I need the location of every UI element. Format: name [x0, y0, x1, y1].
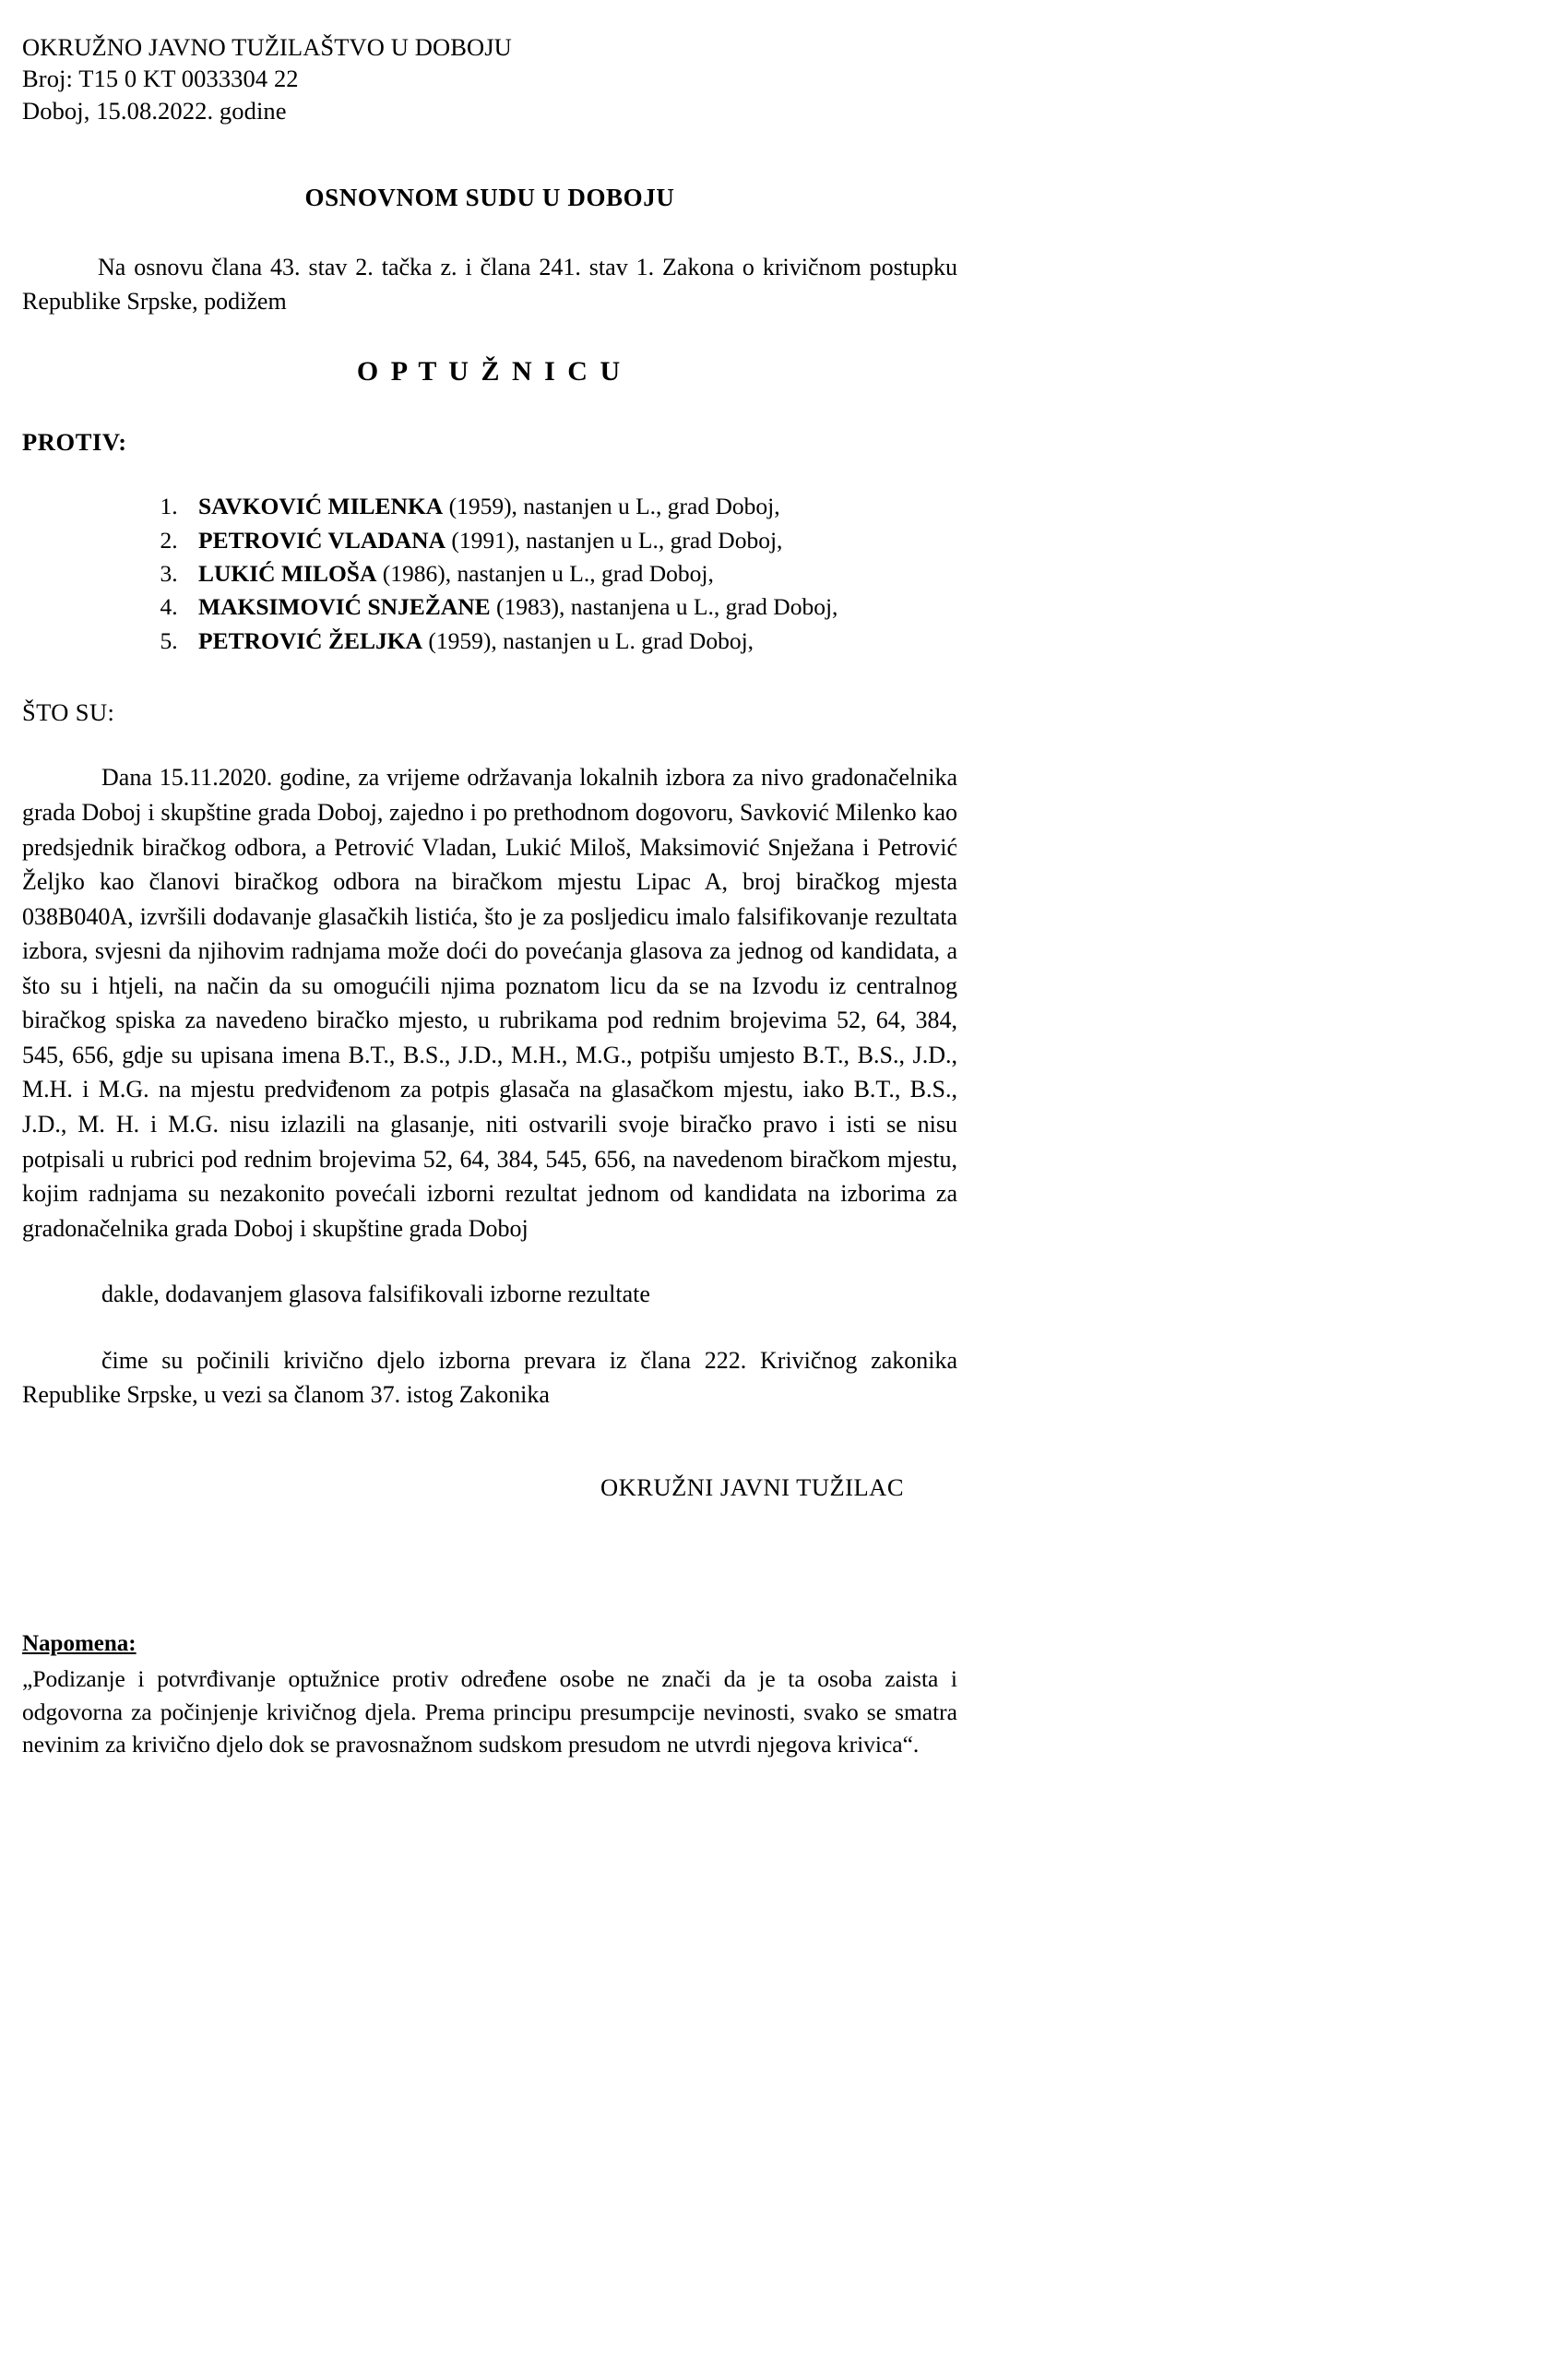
prosecutor-office-name: OKRUŽNO JAVNO TUŽILAŠTVO U DOBOJU — [22, 33, 512, 61]
defendant-details: (1983), nastanjena u L., grad Doboj, — [490, 593, 838, 621]
defendant-name: PETROVIĆ ŽELJKA — [198, 626, 422, 654]
note-title: Napomena: — [22, 1630, 137, 1656]
defendant-details: (1959), nastanjen u L., grad Doboj, — [443, 493, 780, 520]
legal-basis-paragraph: Na osnovu člana 43. stav 2. tačka z. i člana 241. stav 1. Zakona o krivičnom postupku Republike Srpske, podižem — [22, 254, 957, 316]
defendant-name: MAKSIMOVIĆ SNJEŽANE — [198, 593, 491, 621]
place-and-date: Doboj, 15.08.2022. godine — [22, 96, 287, 125]
signature-line: OKRUŽNI JAVNI TUŽILAC — [600, 1472, 904, 1501]
against-label: PROTIV: — [22, 428, 127, 457]
court-addressee: OSNOVNOM SUDU U DOBOJU — [304, 184, 675, 212]
defendant-details: (1991), nastanjen u L., grad Doboj, — [445, 526, 783, 554]
indictment-body-paragraph: Dana 15.11.2020. godine, za vrijeme održavanja lokalnih izbora za nivo gradonačelnika grada Doboj i skupštine grada Doboj, zajedno i po prethodnom dogovoru, Savković Milenko kao predsjednik biračkog odbora, a Petrović Vladan, Lukić Miloš, Maksimović Snježana i Petrović Željko kao članovi biračkog odbora na biračkom mjestu Lipac A, broj biračkog mjesta 038B040A, izvršili dodavanje glasačkih listića, što je za posljedicu imalo falsifikovanje rezultata izbora, svjesni da njihovim radnjama može doći do povećanja glasova za jednog od kandidata, a što su i htjeli, na način da su omogućili njima poznatom licu da se na Izvodu iz centralnog biračkog spiska za navedeno biračko mjesto, u rubrikama pod rednim brojevima 52, 64, 384, 545, 656, gdje su upisana imena B.T., B.S., J.D., M.H., M.G., potpišu umjesto B.T., B.S., J.D., M.H. i M.G. na mjestu predviđenom za potpis glasača na glasačkom mjestu, iako B.T., B.S., J.D., M. H. i M.G. nisu izlazili na glasanje, niti ostvarili svoje biračko pravo i isti se nisu potpisali u rubrici pod rednim brojevima 52, 64, 384, 545, 656, na navedenom biračkom mjestu, kojim radnjama su nezakonito povećali izborni rezultat jednom od kandidata na izborima za gradonačelnika grada Doboj i skupštine grada Doboj — [22, 764, 957, 1242]
defendant-details: (1986), nastanjen u L., grad Doboj, — [376, 560, 714, 588]
list-item — [184, 524, 957, 557]
footer-note — [22, 1631, 957, 1761]
defendant-name: LUKIĆ MILOŠA — [198, 560, 377, 588]
list-item — [184, 590, 957, 624]
list-item — [184, 557, 957, 590]
letterhead — [22, 31, 957, 126]
document-title: O P T U Ž N I C U — [356, 356, 624, 387]
list-item — [184, 490, 957, 523]
defendant-name: PETROVIĆ VLADANA — [198, 526, 446, 554]
note-text: „Podizanje i potvrđivanje optužnice protiv određene osobe ne znači da je ta osoba zaista i odgovorna za počinjenje krivičnog djela. Prema principu presumpcije nevinosti, svako se smatra nevinim za krivično djelo dok se pravosnažnom sudskom presudom ne utvrdi njegova krivica“. — [22, 1664, 957, 1758]
defendant-name: SAVKOVIĆ MILENKA — [198, 493, 444, 520]
case-number: Broj: T15 0 KT 0033304 22 — [22, 65, 299, 93]
defendant-details: (1959), nastanjen u L. grad Doboj, — [422, 626, 754, 654]
conclusion-paragraph-two: čime su počinili krivično djelo izborna prevara iz člana 222. Krivičnog zakonika Republike Srpske, u vezi sa članom 37. istog Zakonika — [22, 1346, 957, 1409]
list-item — [184, 625, 957, 658]
accused-of-label: ŠTO SU: — [22, 698, 115, 727]
defendants-list — [22, 490, 957, 658]
conclusion-paragraph-one: dakle, dodavanjem glasova falsifikovali izborne rezultate — [101, 1281, 650, 1308]
